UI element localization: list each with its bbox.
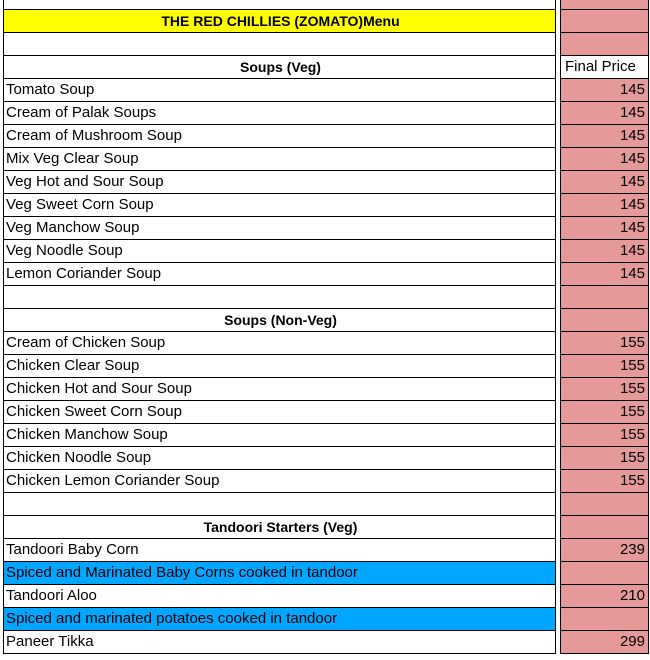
menu-item-row [3,355,649,378]
item-price: 145 [560,194,649,217]
item-name: Veg Hot and Sour Soup [3,171,556,194]
menu-item-row [3,79,649,102]
menu-item-row [3,424,649,447]
item-price: 145 [560,79,649,102]
menu-item-row [3,125,649,148]
menu-item-row [3,194,649,217]
item-name: Cream of Mushroom Soup [3,125,556,148]
title-row [3,10,649,33]
price-cell [560,562,649,585]
menu-item-row [3,332,649,355]
section-header-row [3,516,649,539]
item-name: Cream of Palak Soups [3,102,556,125]
menu-item-row [3,401,649,424]
description-row [3,562,649,585]
menu-item-row [3,217,649,240]
item-price: 155 [560,355,649,378]
menu-item-row [3,631,649,654]
item-name: Tandoori Baby Corn [3,539,556,562]
blank-row [3,493,649,516]
empty-cell [3,286,556,309]
section-title: Soups (Veg) [3,56,556,79]
item-price: 155 [560,447,649,470]
menu-title: THE RED CHILLIES (ZOMATO)Menu [3,10,556,33]
menu-item-row [3,263,649,286]
item-price: 299 [560,631,649,654]
item-price: 145 [560,217,649,240]
menu-item-row [3,378,649,401]
menu-spreadsheet [3,0,649,654]
item-price: 145 [560,102,649,125]
price-cell [560,309,649,332]
blank-row [3,0,649,10]
item-name: Tomato Soup [3,79,556,102]
price-cell [560,608,649,631]
description-row [3,608,649,631]
item-price: 145 [560,148,649,171]
menu-item-row [3,148,649,171]
item-name: Chicken Hot and Sour Soup [3,378,556,401]
item-price: 145 [560,240,649,263]
item-price: 155 [560,378,649,401]
item-name: Chicken Lemon Coriander Soup [3,470,556,493]
menu-item-row [3,539,649,562]
price-column-header: Final Price [560,56,649,79]
section-title: Tandoori Starters (Veg) [3,516,556,539]
item-price: 155 [560,401,649,424]
item-name: Cream of Chicken Soup [3,332,556,355]
price-cell [560,286,649,309]
item-name: Chicken Noodle Soup [3,447,556,470]
section-header-row [3,309,649,332]
item-name: Veg Manchow Soup [3,217,556,240]
item-price: 155 [560,332,649,355]
item-name: Tandoori Aloo [3,585,556,608]
item-name: Chicken Clear Soup [3,355,556,378]
price-cell [560,10,649,33]
item-price: 145 [560,263,649,286]
item-price: 155 [560,470,649,493]
item-name: Mix Veg Clear Soup [3,148,556,171]
menu-item-row [3,240,649,263]
menu-item-row [3,102,649,125]
item-price: 239 [560,539,649,562]
empty-cell [3,0,556,10]
item-name: Paneer Tikka [3,631,556,654]
item-name: Lemon Coriander Soup [3,263,556,286]
item-price: 210 [560,585,649,608]
item-name: Veg Sweet Corn Soup [3,194,556,217]
item-price: 155 [560,424,649,447]
section-header-row [3,56,649,79]
price-cell [560,0,649,10]
price-cell [560,493,649,516]
item-description: Spiced and marinated potatoes cooked in tandoor [3,608,556,631]
blank-row [3,286,649,309]
section-title: Soups (Non-Veg) [3,309,556,332]
blank-row [3,33,649,56]
item-description: Spiced and Marinated Baby Corns cooked in tandoor [3,562,556,585]
item-name: Chicken Sweet Corn Soup [3,401,556,424]
price-cell [560,516,649,539]
item-name: Chicken Manchow Soup [3,424,556,447]
item-price: 145 [560,171,649,194]
menu-item-row [3,171,649,194]
item-price: 145 [560,125,649,148]
empty-cell [3,33,556,56]
price-cell [560,33,649,56]
menu-item-row [3,585,649,608]
item-name: Veg Noodle Soup [3,240,556,263]
menu-item-row [3,447,649,470]
menu-item-row [3,470,649,493]
empty-cell [3,493,556,516]
